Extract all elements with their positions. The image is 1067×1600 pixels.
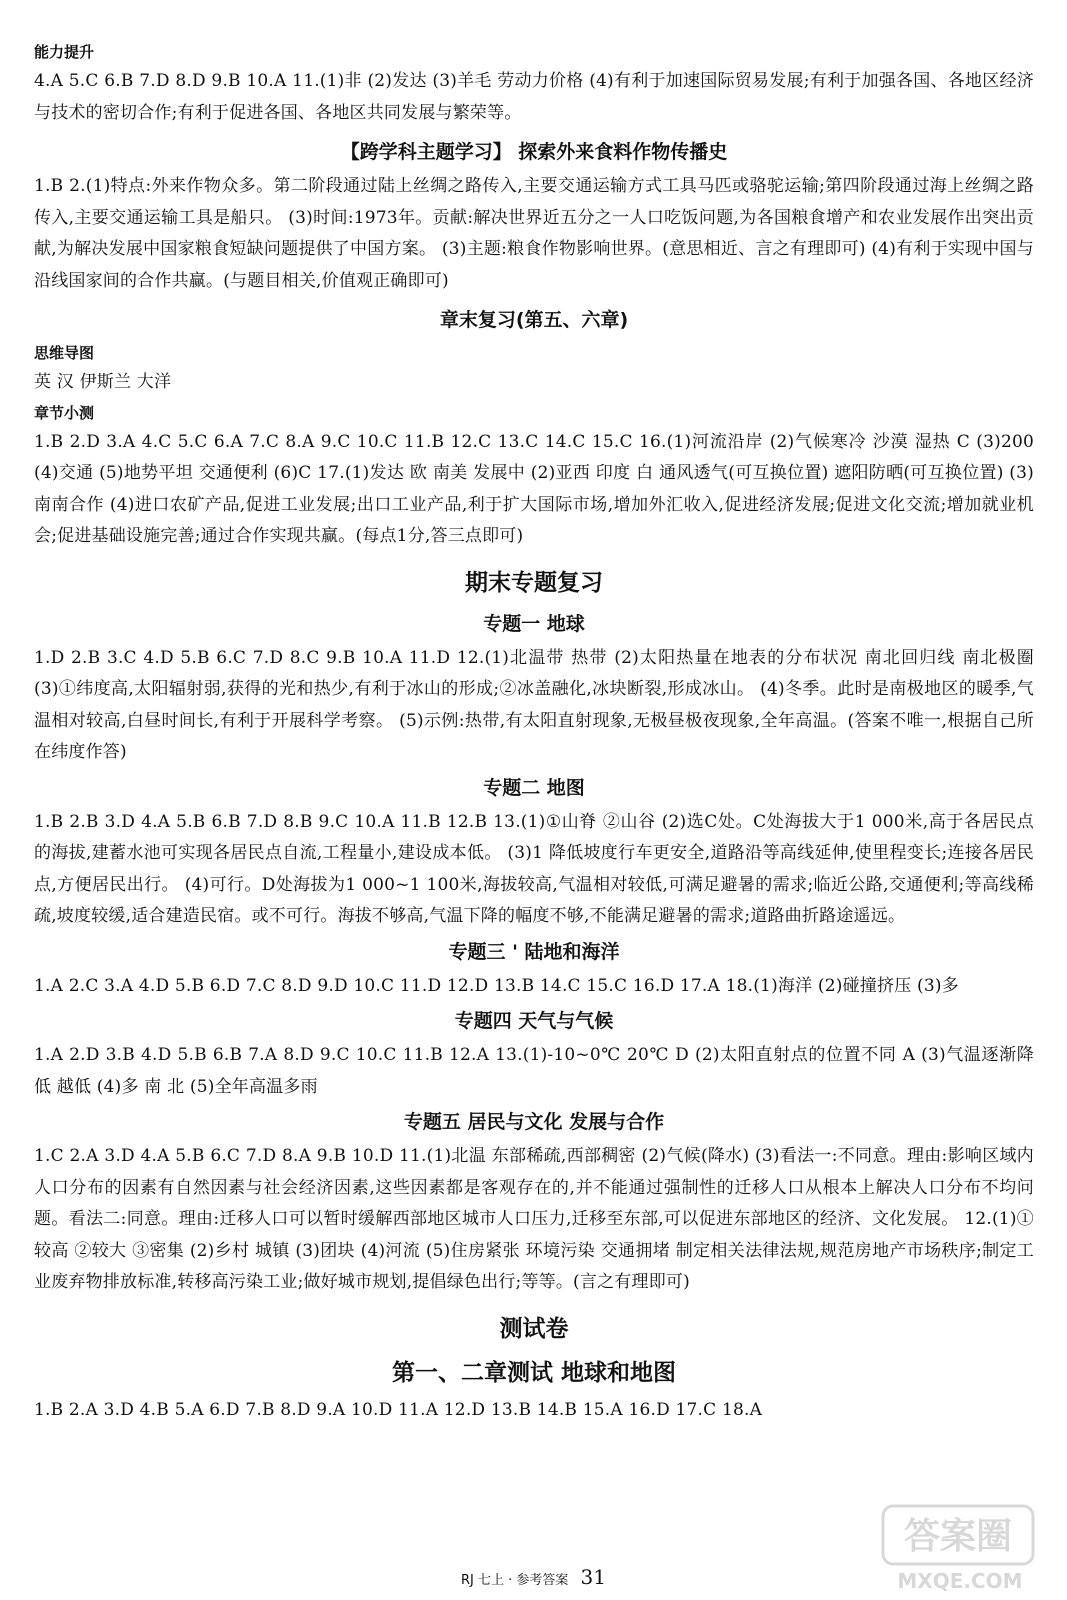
watermark-logo (875, 1500, 1045, 1595)
topic3-answers: 1.A 2.C 3.A 4.D 5.B 6.D 7.C 8.D 9.D 10.C 11.D 12.D 13.B 14.C 15.C 16.D 17.A 18.(1)海洋 (2)碰撞挤压 (3)多 (34, 975, 959, 996)
cross-subject-title: 【跨学科主题学习】 探索外来食料作物传播史 (340, 141, 728, 163)
watermark-text: 答案圈 (903, 1516, 1013, 1557)
topic1-title: 专题一 地球 (483, 612, 585, 635)
watermark-url: MXQE.COM (897, 1569, 1023, 1593)
page-number: 31 (580, 1565, 606, 1589)
final-review-title: 期末专题复习 (465, 569, 603, 596)
topic2-answers: 1.B 2.B 3.D 4.A 5.B 6.B 7.D 8.B 9.C 10.A 11.B 12.B 13.(1)①山脊 ②山谷 (2)选C处。C处海拔大于1 000米,高于各居民点的海拔,建蓄水池可实现各居民点自流,工程量小,建设成本低。 (3)1 降低坡度行车更安全,道路沿等高线延伸,使里程变长;连接各居民点,方便居民出行。 (4)可行。D处海拔为1 000~1 100米,海拔较高,气温相对较低,可满足避暑的需求;临近公路,交通便利;等高线稀疏,坡度较缓,适合建造民宿。或不可行。海拔不够高,气温下降的幅度不够,不能满足避暑的需求;道路曲折路途遥远。 (34, 811, 1034, 926)
topic2-title: 专题二 地图 (483, 776, 585, 799)
mindmap-label: 思维导图 (34, 344, 95, 362)
answer-page (34, 38, 1034, 1426)
topic1-answers: 1.D 2.B 3.C 4.D 5.B 6.C 7.D 8.C 9.B 10.A 11.D 12.(1)北温带 热带 (2)太阳热量在地表的分布状况 南北回归线 南北极圈 (3)①纬度高,太阳辐射弱,获得的光和热少,有利于冰山的形成;②冰盖融化,冰块断裂,形成冰山。 (4)冬季。此时是南极地区的暖季,气温相对较高,白昼时间长,有利于开展科学考察。 (5)示例:热带,有太阳直射现象,无极昼极夜现象,全年高温。(答案不唯一,根据自己所在纬度作答) (34, 647, 1034, 762)
topic3-title: 专题三 ' 陆地和海洋 (448, 940, 620, 963)
chapter-quiz-label: 章节小测 (34, 403, 95, 422)
topic5-answers: 1.C 2.A 3.D 4.A 5.B 6.C 7.D 8.A 9.B 10.D 11.(1)北温 东部稀疏,西部稠密 (2)气候(降水) (3)看法一:不同意。理由:影响区域内人口分布的因素有自然因素与社会经济因素,这些因素都是客观存在的,并不能通过强制性的迁移人口从根本上解决人口分布不均问题。看法二:同意。理由:迁移人口可以暂时缓解西部地区城市人口压力,迁移至东部,可以促进东部地区的经济、文化发展。 12.(1)①较高 ②较大 ③密集 (2)乡村 城镇 (3)团块 (4)河流 (5)住房紧张 环境污染 交通拥堵 制定相关法律法规,规范房地产市场秩序;制定工业废弃物排放标准,转移高污染工业;做好城市规划,提倡绿色出行;等等。(言之有理即可) (34, 1146, 1034, 1292)
topic4-title: 专题四 天气与气候 (454, 1010, 614, 1032)
topic5-title: 专题五 居民与文化 发展与合作 (403, 1111, 665, 1133)
test1-title: 第一、二章测试 地球和地图 (391, 1359, 676, 1386)
topic4-answers: 1.A 2.D 3.B 4.D 5.B 6.B 7.A 8.D 9.C 10.C 11.B 12.A 13.(1)-10~0℃ 20℃ D (2)太阳直射点的位置不同 A (3)气温逐渐降低 越低 (4)多 南 北 (5)全年高温多雨 (34, 1045, 1034, 1097)
footer-label: RJ 七上 · 参考答案 (461, 1573, 569, 1588)
ability-answers: 4.A 5.C 6.B 7.D 8.D 9.B 10.A 11.(1)非 (2)发达 (3)羊毛 劳动力价格 (4)有利于加速国际贸易发展;有利于加强各国、各地区经济与技术的密切合作;有利于促进各国、各地区共同发展与繁荣等。 (34, 71, 1034, 123)
tests-title: 测试卷 (499, 1315, 569, 1342)
mindmap-answers: 英 汉 伊斯兰 大洋 (34, 372, 172, 392)
test1-answers: 1.B 2.A 3.D 4.B 5.A 6.D 7.B 8.D 9.A 10.D 11.A 12.D 13.B 14.B 15.A 16.D 17.C 18.A (34, 1399, 763, 1420)
ability-label: 能力提升 (34, 43, 95, 61)
chapter-review-title: 章末复习(第五、六章) (439, 309, 629, 331)
cross-subject-answers: 1.B 2.(1)特点:外来作物众多。第二阶段通过陆上丝绸之路传入,主要交通运输方式工具马匹或骆驼运输;第四阶段通过海上丝绸之路传入,主要交通运输工具是船只。 (3)时间:1973年。贡献:解决世界近五分之一人口吃饭问题,为各国粮食增产和农业发展作出突出贡献,为解决发展中国家粮食短缺问题提供了中国方案。 (3)主题:粮食作物影响世界。(意思相近、言之有理即可) (4)有利于实现中国与沿线国家间的合作共赢。(与题目相关,价值观正确即可) (34, 176, 1034, 291)
chapter-quiz-answers: 1.B 2.D 3.A 4.C 5.C 6.A 7.C 8.A 9.C 10.C 11.B 12.C 13.C 14.C 15.C 16.(1)河流沿岸 (2)气候寒冷 沙漠 湿热 C (3)200 (4)交通 (5)地势平坦 交通便利 (6)C 17.(1)发达 欧 南美 发展中 (2)亚西 印度 白 通风透气(可互换位置) 遮阳防晒(可互换位置) (3)南南合作 (4)进口农矿产品,促进工业发展;出口工业产品,利于扩大国际市场,增加外汇收入,促进经济发展;促进文化交流;增加就业机会;促进基础设施完善;通过合作实现共赢。(每点1分,答三点即可) (34, 431, 1034, 546)
